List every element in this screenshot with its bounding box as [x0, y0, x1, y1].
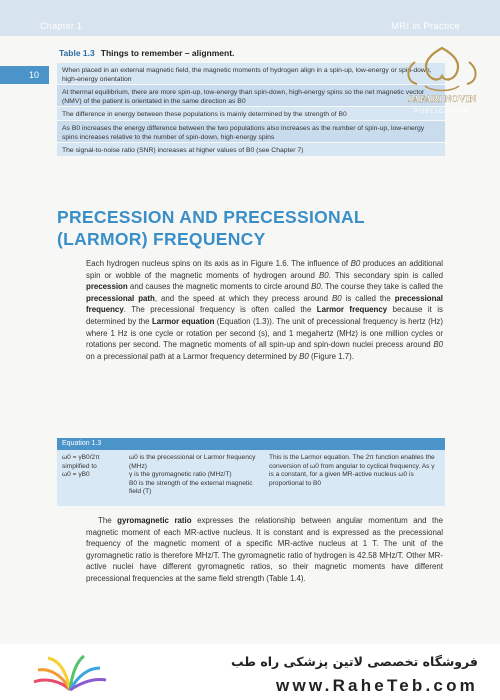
- book-logo-icon: [30, 650, 110, 696]
- section-heading: PRECESSION AND PRECESSIONAL (LARMOR) FREQUENCY: [57, 207, 365, 249]
- page-number-tab: [0, 66, 49, 84]
- logo-sub: PUBLICATION: [413, 109, 471, 115]
- alignment-table: [57, 63, 445, 157]
- table-row: As B0 increases the energy difference between the two populations also increases as the number of spin-up, low-energy spins increases relative to the number of spin-down, high-energy spins: [57, 121, 445, 143]
- equation-label: Equation 1.3: [57, 438, 445, 450]
- equation-formula: ω0 = γB0/2π simplified to ω0 = γB0: [62, 454, 100, 479]
- paragraph-precession: Each hydrogen nucleus spins on its axis as in Figure 1.6. The influence of B0 produces an additional spin or wobble of the magnetic moments of hydrogen around B0. This secondary spin is called precession and causes the magnetic moments to circle around B0. The course they take is called the precessional path, and the speed at which they precess around B0 is called the precessional frequency. The precessional frequency is often called the Larmor frequency because it is determined by the Larmor equation (Equation (1.3)). The unit of precessional frequency is hertz (Hz) where 1 Hz is one cycle or rotation per second (s), and 1 megahertz (MHz) is one million cycles or rotations per second. The magnetic moments of all spin-up and spin-down nuclei precess around B0 on a precessional path at a Larmor frequency determined by B0 (Figure 1.7).: [86, 259, 443, 361]
- store-name: فروشگاه تخصصی لاتین پزشکی راه طب: [230, 654, 478, 669]
- equation-box: [57, 438, 445, 506]
- equation-terms: ω0 is the precessional or Larmor frequency (MHz) γ is the gyromagnetic ratio (MHz/T) B0 is the strength of the external magnetic field (T): [129, 454, 256, 496]
- table-label: Table 1.3: [59, 48, 95, 58]
- table-row: At thermal equilibrium, there are more spin-up, low-energy than spin-down, high-energy spins so the net magnetic vector (NMV) of the patient is orientated in the same direction as B0: [57, 85, 445, 107]
- table-row: The signal-to-noise ratio (SNR) increases at higher values of B0 (see Chapter 7): [57, 143, 445, 157]
- page-number: 10: [29, 70, 40, 80]
- table-row: The difference in energy between these populations is mainly determined by the strength of B0: [57, 107, 445, 121]
- logo-name: JAFARI NOVIN: [407, 95, 477, 105]
- running-header: [0, 0, 500, 36]
- equation-description: This is the Larmor equation. The 2π function enables the conversion of ω0 from angular to cyclical frequency. As γ is a constant, for a given MR-active nucleus ω0 is proportional to B0: [269, 454, 435, 487]
- table-row: When placed in an external magnetic field, the magnetic moments of hydrogen align in a spin-up, low-energy or spin-down, high-energy orientation: [57, 63, 445, 85]
- table-caption: [59, 48, 234, 58]
- chapter-label: Chapter 1: [40, 21, 83, 31]
- table-title: Things to remember – alignment.: [100, 48, 235, 58]
- paragraph-gyromagnetic: The gyromagnetic ratio expresses the relationship between angular momentum and the magnetic moment of each MR-active nucleus. It is constant and is expressed as the precessional frequency of the magnetic moment of a specific MR-active nucleus at 1 T. The unit of the gyromagnetic ratio is therefore MHz/T. The gyromagnetic ratio of hydrogen is 42.58 MHz/T. Other MR-active nuclei have different gyromagnetic ratios, so their magnetic moments have different precessional frequencies at the same field strength (Table 1.4).: [86, 516, 443, 583]
- book-title: MRI in Practice: [391, 21, 460, 32]
- store-url[interactable]: www.RaheTeb.com: [276, 676, 478, 695]
- publisher-logo: [395, 42, 490, 122]
